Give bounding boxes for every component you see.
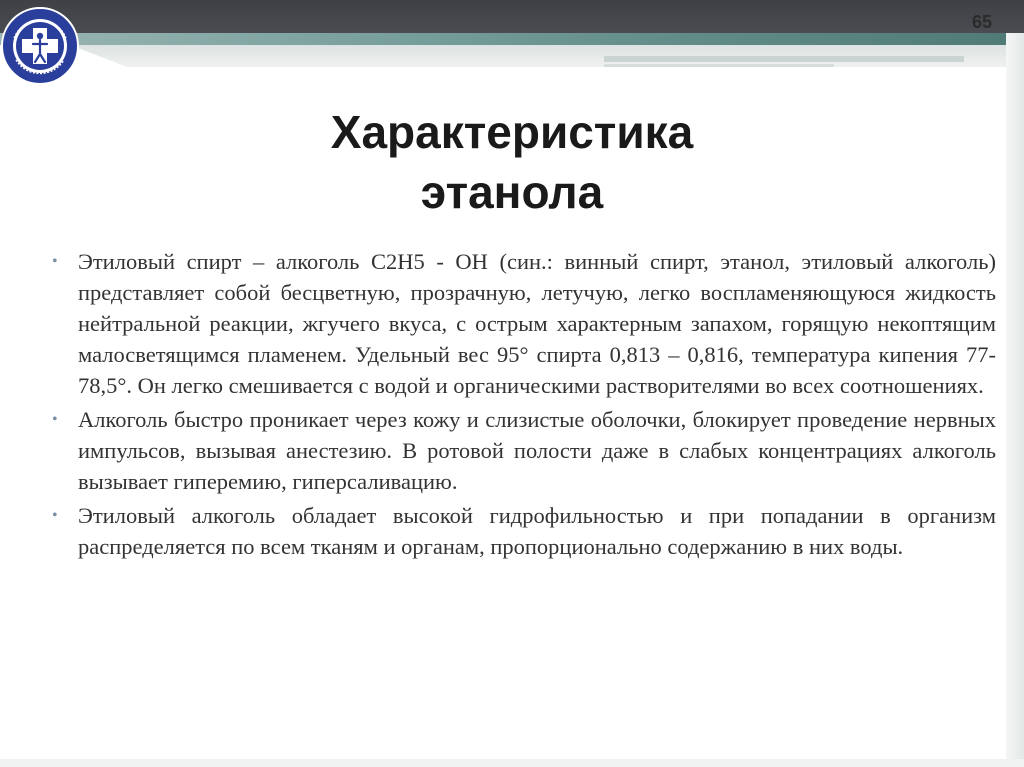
bullet-item	[48, 404, 996, 497]
bullet-marker: •	[52, 253, 58, 270]
bullet-text: Этиловый спирт – алкоголь С2Н5 - ОН (син.: винный спирт, этанол, этиловый алкоголь) представляет собой бесцветную, прозрачную, летучую, легко воспламеняющуюся жидкость нейтральной реакции, жгучего вкуса, с острым характерным запахом, горящую некоптящим малосветящимся пламенем. Удельный вес 95° спирта 0,813 – 0,816, температура кипения 77- 78,5°. Он легко смешивается с водой и органическими растворителями во всех соотношениях.	[78, 249, 996, 398]
header-banner-dark	[0, 0, 1024, 33]
slide-number: 65	[971, 12, 992, 32]
header-decor-line	[604, 56, 964, 62]
bullet-list	[48, 246, 996, 562]
bullet-marker: •	[52, 507, 58, 524]
slide-bottom-edge	[0, 759, 1024, 767]
slide-title-line: Характеристика	[330, 106, 694, 158]
slide-title-line: этанола	[420, 166, 604, 218]
medical-cross-emblem-icon	[0, 4, 82, 86]
slide-right-edge	[1006, 33, 1024, 767]
bullet-text: Алкоголь быстро проникает через кожу и слизистые оболочки, блокирует проведение нервных импульсов, вызывая анестезию. В ротовой полости даже в слабых концентрациях алкоголь вызывает гиперемию, гиперсаливацию.	[78, 407, 996, 494]
bullet-text: Этиловый алкоголь обладает высокой гидрофильностью и при попадании в организм распределяется по всем тканям и органам, пропорционально содержанию в них воды.	[78, 503, 996, 559]
slide-title	[200, 102, 824, 222]
bullet-marker: •	[52, 411, 58, 428]
header-decor-line	[604, 64, 834, 67]
bullet-item	[48, 500, 996, 562]
bullet-item	[48, 246, 996, 401]
header-banner-teal	[0, 33, 1024, 45]
